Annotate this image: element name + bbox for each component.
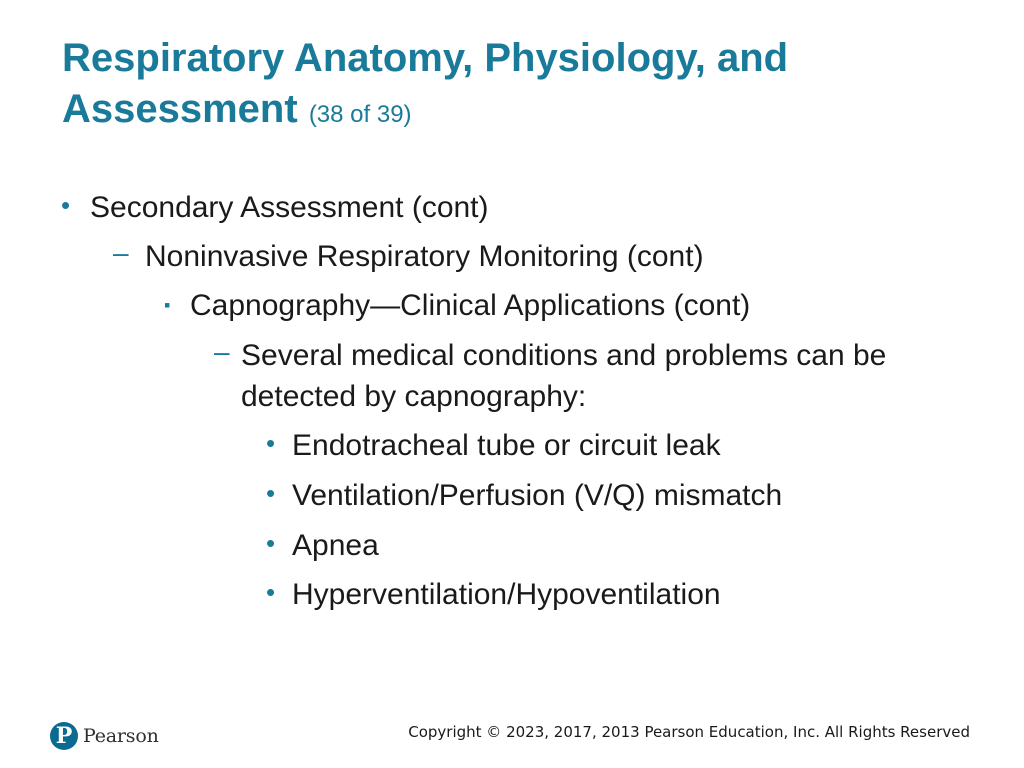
bullet-level-2 [0, 236, 1024, 277]
bullet-marker: – [214, 336, 230, 367]
bullet-marker: • [266, 428, 276, 458]
slide-title [62, 33, 962, 140]
bullet-text: Several medical conditions and problems can be detected by capnography: [241, 339, 887, 413]
bullet-marker: – [113, 237, 129, 268]
bullet-marker: ▪ [164, 295, 171, 315]
bullet-level-5 [0, 475, 1024, 516]
bullet-level-4 [0, 335, 1024, 417]
bullet-level-5 [0, 574, 1024, 615]
bullet-level-5 [0, 425, 1024, 466]
bullet-text: Capnography—Clinical Applications (cont) [190, 289, 751, 322]
bullet-text: Secondary Assessment (cont) [90, 191, 489, 224]
pearson-logo-icon: P [50, 722, 78, 750]
bullet-level-5 [0, 525, 1024, 566]
bullet-marker: • [61, 190, 71, 220]
pearson-logo [50, 720, 159, 752]
bullet-text: Hyperventilation/Hypoventilation [292, 578, 721, 611]
copyright-notice: Copyright © 2023, 2017, 2013 Pearson Education, Inc. All Rights Reserved [408, 723, 970, 741]
bullet-marker: • [266, 577, 276, 607]
slide-title-main: Respiratory Anatomy, Physiology, and Assessment [62, 36, 789, 131]
bullet-text: Endotracheal tube or circuit leak [292, 429, 721, 462]
bullet-level-3 [0, 285, 1024, 326]
slide-counter: (38 of 39) [308, 101, 412, 128]
bullet-text: Ventilation/Perfusion (V/Q) mismatch [292, 479, 783, 512]
pearson-logo-text: Pearson [83, 725, 159, 747]
bullet-level-1 [0, 187, 1024, 228]
bullet-marker: • [266, 478, 276, 508]
bullet-marker: • [266, 528, 276, 558]
bullet-text: Apnea [292, 529, 379, 562]
bullet-text: Noninvasive Respiratory Monitoring (cont) [145, 240, 704, 273]
